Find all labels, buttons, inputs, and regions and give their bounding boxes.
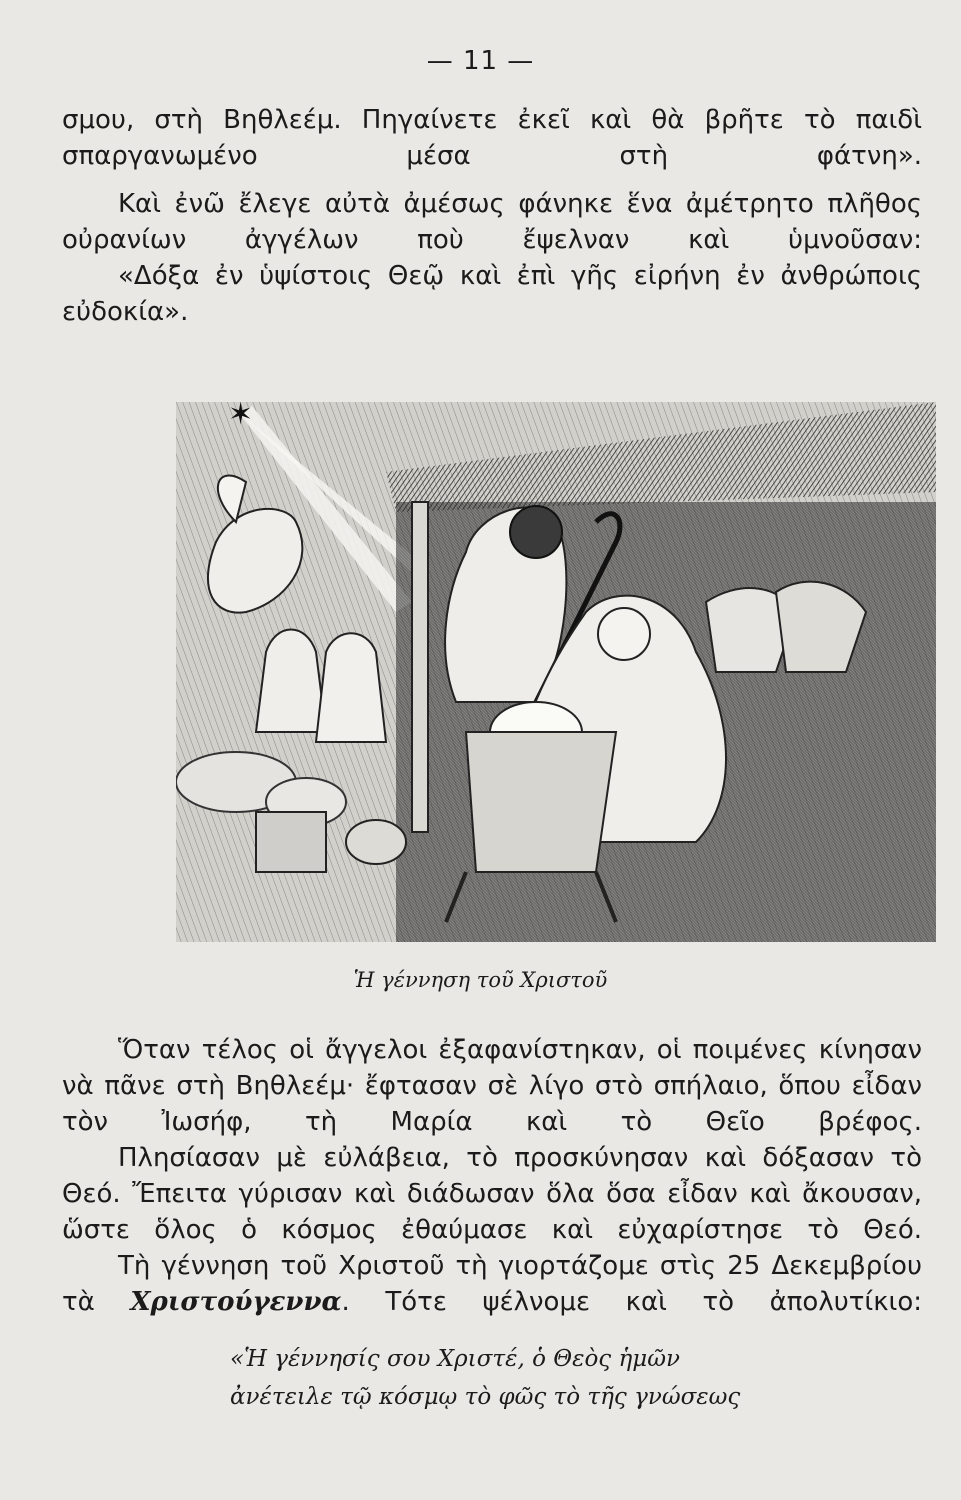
hymn-line-2: ἀνέτειλε τῷ κόσμῳ τὸ φῶς τὸ τῆς γνώσεως [230,1384,741,1410]
star-icon: ✶ [228,402,254,432]
stone-block [256,812,326,872]
paragraph-1: σμου, στὴ Βηθλεέμ. Πηγαίνετε ἐκεῖ καὶ θὰ βρῆτε τὸ παιδὶ σπαργανωμένο μέσα στὴ φάτνη». [62,105,922,171]
mary-head [598,608,650,660]
paragraph-6-text: Τὴ γέννηση τοῦ Χριστοῦ τὴ γιορτάζομε στὶς 25 Δεκεμβρίου τὰ [62,1251,922,1317]
christmas-word: Χριστούγεννα [130,1287,342,1317]
paragraph-2-text: Καὶ ἐνῶ ἔλεγε αὐτὰ ἀμέσως φάνηκε ἕνα ἀμέτρητο πλῆθος οὐρανίων ἀγγέλων ποὺ ἔψελναν καὶ ὑμνοῦσαν: [62,189,922,255]
jug [346,820,406,864]
paragraph-3 [62,258,922,330]
paragraph-4 [62,1032,922,1140]
paragraph-2 [62,186,922,258]
paragraph-4-text: Ὅταν τέλος οἱ ἄγγελοι ἐξαφανίστηκαν, οἱ ποιμένες κίνησαν νὰ πᾶνε στὴ Βηθλεέμ· ἔφτασαν σὲ λίγο στὸ σπήλαιο, ὅπου εἶδαν τὸν Ἰωσήφ, τὴ Μαρία καὶ τὸ Θεῖο βρέφος. [62,1035,922,1137]
paragraph-3-text: «Δόξα ἐν ὑψίστοις Θεῷ καὶ ἐπὶ γῆς εἰρήνη ἐν ἀνθρώποις εὐδοκία». [62,261,922,327]
joseph-head [510,506,562,558]
stable-post [412,502,428,832]
paragraph-5 [62,1140,922,1248]
paragraph-6-end: . Τότε ψέλνομε καὶ τὸ ἀπολυτίκιο: [341,1287,922,1317]
hymn-line-1: «Ἡ γέννησίς σου Χριστέ, ὁ Θεὸς ἡμῶν [230,1346,680,1372]
paragraph-5-text: Πλησίασαν μὲ εὐλάβεια, τὸ προσκύνησαν καὶ δόξασαν τὸ Θεό. Ἔπειτα γύρισαν καὶ διάδωσαν ὅλα ὅσα εἶδαν καὶ ἄκουσαν, ὥστε ὅλος ὁ κόσμος ἐθαύμασε καὶ εὐχαρίστησε τὸ Θεό. [62,1143,922,1245]
page-number: — 11 — [426,46,535,76]
shepherd-2 [316,633,386,742]
nativity-engraving [176,402,936,942]
paragraph-6 [62,1248,922,1320]
nativity-engraving-drawing [176,402,936,942]
figure-caption: Ἡ γέννηση τοῦ Χριστοῦ [353,968,608,992]
manger [466,732,616,872]
